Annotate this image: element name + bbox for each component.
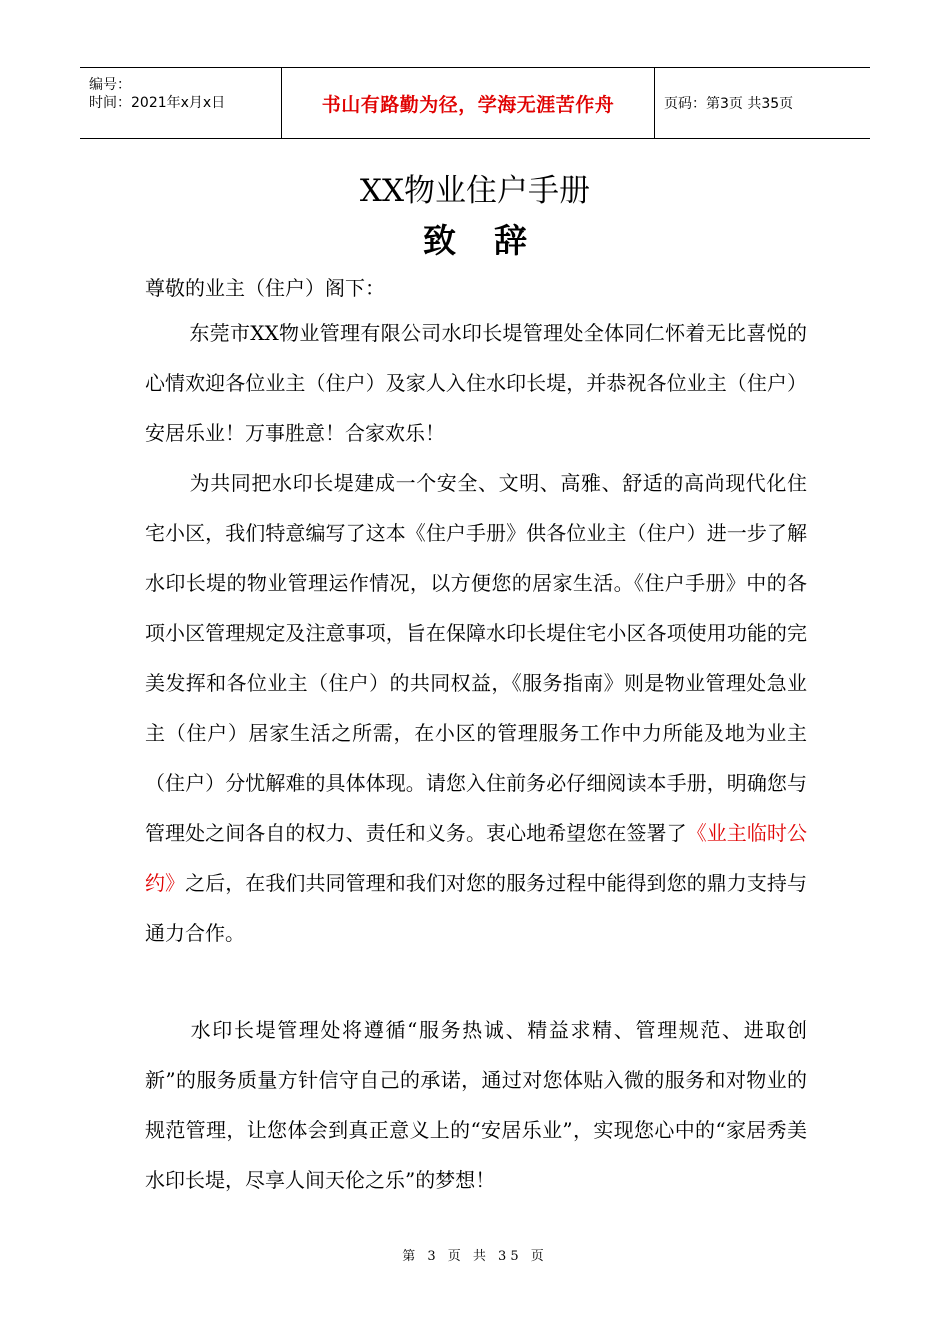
paragraph-handbook-purpose (145, 458, 807, 958)
paragraph-welcome-text: 东莞市XX物业管理有限公司水印长堤管理处全体同仁怀着无比喜悦的心情欢迎各位业主（住户）及家人入住水印长堤，并恭祝各位业主（住户）安居乐业！万事胜意！合家欢乐！ (145, 321, 807, 445)
document-number-label: 编号： (89, 77, 131, 93)
greeting: 尊敬的业主（住户）阁下： (145, 276, 385, 300)
document-date-label: 时间：2021年x月x日 (89, 95, 226, 111)
paragraph-welcome (145, 308, 807, 458)
header-page-info: 页码：第3页 共35页 (664, 96, 794, 112)
document-title: XX物业住户手册 (359, 173, 591, 209)
owner-covenant-link[interactable]: 《业主临时公约》 (145, 821, 807, 895)
paragraph-handbook-text-end: 之后，在我们共同管理和我们对您的服务过程中能得到您的鼎力支持与通力合作。 (145, 871, 807, 945)
header-motto: 书山有路勤为径，学海无涯苦作舟 (321, 93, 615, 116)
page-header (80, 67, 870, 139)
document-subtitle: 致辞 (423, 221, 565, 260)
header-meta (80, 68, 282, 138)
paragraph-service-commitment (145, 1005, 807, 1205)
paragraph-handbook-text-start: 为共同把水印长堤建成一个安全、文明、高雅、舒适的高尚现代化住宅小区，我们特意编写了这本《住户手册》供各位业主（住户）进一步了解水印长堤的物业管理运作情况，以方便您的居家生活。《住户手册》中的各项小区管理规定及注意事项，旨在保障水印长堤住宅小区各项使用功能的完美发挥和各位业主（住户）的共同权益，《服务指南》则是物业管理处急业主（住户）居家生活之所需，在小区的管理服务工作中力所能及地为业主（住户）分忧解难的具体体现。请您入住前务必仔细阅读本手册，明确您与管理处之间各自的权力、责任和义务。衷心地希望您在签署了 (145, 471, 807, 845)
header-motto-cell (282, 68, 655, 138)
page-footer: 第 3 页 共 35 页 (402, 1249, 548, 1264)
paragraph-service-text: 水印长堤管理处将遵循“服务热诚、精益求精、管理规范、进取创新”的服务质量方针信守自己的承诺，通过对您体贴入微的服务和对物业的规范管理，让您体会到真正意义上的“安居乐业”，实现您心中的“家居秀美水印长堤，尽享人间天伦之乐”的梦想！ (145, 1018, 807, 1192)
